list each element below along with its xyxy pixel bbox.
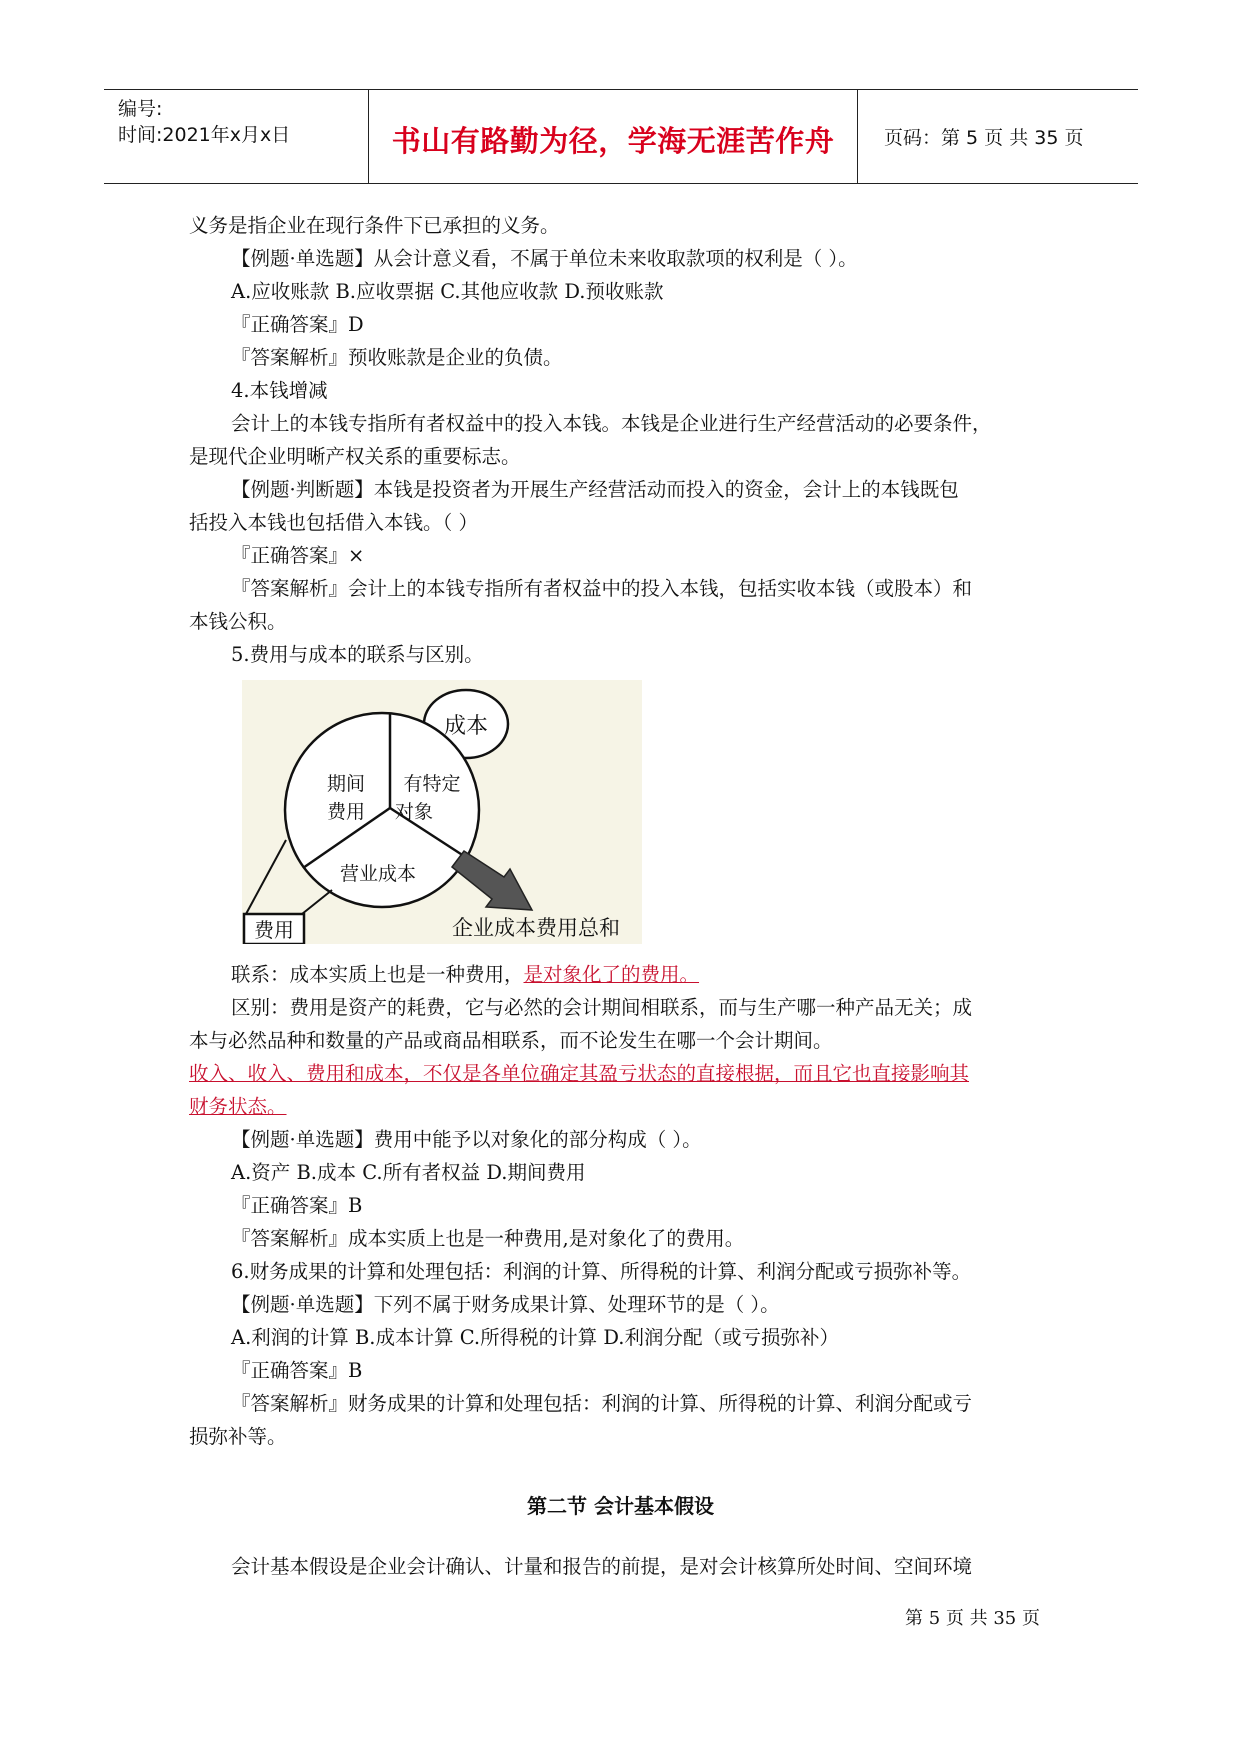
- question-title: 【例题·单选题】费用中能予以对象化的部分构成（ ）。: [231, 1128, 702, 1151]
- bubble-label: 成本: [443, 714, 489, 739]
- header-right: [870, 90, 1138, 183]
- page-footer: 第 5 页 共 35 页: [905, 1608, 1040, 1629]
- relation-highlight: 是对象化了的费用。: [523, 963, 700, 986]
- explain-line: 『答案解析』预收账款是企业的负债。: [231, 346, 563, 369]
- body-line: 会计上的本钱专指所有者权益中的投入本钱。本钱是企业进行生产经营活动的必要条件，: [231, 412, 992, 435]
- expense-box-label: 费用: [254, 918, 294, 942]
- cost-expense-diagram: [242, 680, 642, 944]
- arrow-label: 企业成本费用总和: [452, 916, 620, 940]
- header-number-label: 编号:: [118, 98, 163, 120]
- highlight-line: 财务状态。: [189, 1095, 287, 1118]
- body-line: 本与必然品种和数量的产品或商品相联系，而不论发生在哪一个会计期间。: [189, 1029, 833, 1052]
- diagram-svg: [242, 680, 642, 944]
- question-title: 括投入本钱也包括借入本钱。（ ）: [189, 511, 478, 534]
- explain-line: 本钱公积。: [189, 610, 287, 633]
- answer-line: 『正确答案』×: [231, 544, 365, 567]
- section-heading: 6.财务成果的计算和处理包括：利润的计算、所得税的计算、利润分配或亏损弥补等。: [231, 1260, 972, 1283]
- question-options: A.应收账款 B.应收票据 C.其他应收款 D.预收账款: [231, 280, 664, 303]
- question-title: 【例题·判断题】本钱是投资者为开展生产经营活动而投入的资金，会计上的本钱既包: [231, 478, 959, 501]
- question-options: A.资产 B.成本 C.所有者权益 D.期间费用: [231, 1161, 586, 1184]
- explain-line: 『答案解析』成本实质上也是一种费用,是对象化了的费用。: [231, 1227, 745, 1250]
- explain-line: 『答案解析』会计上的本钱专指所有者权益中的投入本钱，包括实收本钱（或股本）和: [231, 577, 973, 600]
- section-heading: 5.费用与成本的联系与区别。: [231, 643, 484, 666]
- header-motto-cell: [368, 90, 858, 183]
- relation-prefix: 联系：成本实质上也是一种费用，: [231, 963, 524, 986]
- relation-line: [231, 962, 699, 988]
- segment-operating-label: 营业成本: [339, 863, 417, 885]
- question-options: A.利润的计算 B.成本计算 C.所得税的计算 D.利润分配（或亏损弥补）: [231, 1326, 839, 1349]
- body-line: 义务是指企业在现行条件下已承担的义务。: [189, 214, 560, 237]
- body-line: 区别：费用是资产的耗费，它与必然的会计期间相联系，而与生产哪一种产品无关；成: [231, 996, 973, 1019]
- segment-specific-label: 有特定: [403, 773, 461, 795]
- segment-period-label: 费用: [326, 801, 366, 823]
- header-motto: 书山有路勤为径，学海无涯苦作舟: [391, 124, 835, 158]
- body-line: 会计基本假设是企业会计确认、计量和报告的前提，是对会计核算所处时间、空间环境: [231, 1555, 973, 1578]
- section-heading: 4.本钱增减: [231, 379, 328, 402]
- segment-specific-label: 对象: [394, 801, 434, 823]
- explain-line: 损弥补等。: [189, 1425, 287, 1448]
- highlight-line: 收入、收入、费用和成本，不仅是各单位确定其盈亏状态的直接根据，而且它也直接影响其: [189, 1062, 970, 1085]
- question-title: 【例题·单选题】从会计意义看，不属于单位未来收取款项的权利是（ ）。: [231, 247, 858, 270]
- page-header: [104, 89, 1138, 184]
- header-page-info: 页码：第 5 页 共 35 页: [884, 127, 1084, 149]
- segment-period-label: 期间: [326, 773, 366, 795]
- explain-line: 『答案解析』财务成果的计算和处理包括：利润的计算、所得税的计算、利润分配或亏: [231, 1392, 973, 1415]
- body-line: 是现代企业明晰产权关系的重要标志。: [189, 445, 521, 468]
- answer-line: 『正确答案』B: [231, 1359, 363, 1382]
- answer-line: 『正确答案』B: [231, 1194, 363, 1217]
- header-time-label: 时间:2021年x月x日: [118, 124, 291, 146]
- answer-line: 『正确答案』D: [231, 313, 364, 336]
- section-title: 第二节 会计基本假设: [527, 1494, 714, 1518]
- question-title: 【例题·单选题】下列不属于财务成果计算、处理环节的是（ ）。: [231, 1293, 780, 1316]
